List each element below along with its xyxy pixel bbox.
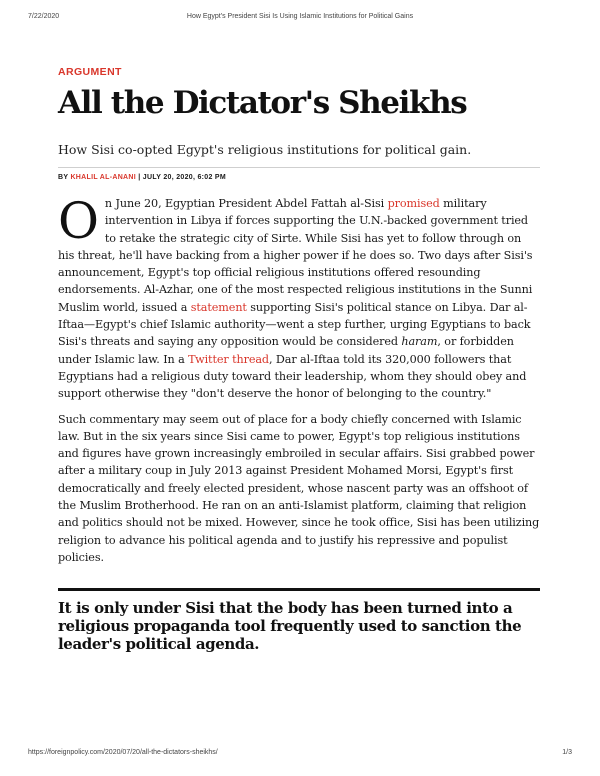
byline-prefix: BY	[58, 174, 71, 181]
italic-term: haram	[401, 335, 438, 349]
drop-cap: O	[58, 192, 99, 250]
paragraph-text: , Dar al-Iftaa told its 320,000 followers that Egyptians had a religious duty toward their leadership, whom they should obey and support otherwise they "don't deserve the honor of belonging to the country."	[58, 352, 527, 401]
byline-separator: |	[136, 174, 143, 181]
section-kicker[interactable]: ARGUMENT	[58, 66, 122, 78]
link-statement[interactable]: statement	[190, 300, 247, 314]
pull-quote: It is only under Sisi that the body has been turned into a religious propaganda tool frequently used to sanction the leader's political agenda.	[58, 588, 540, 653]
print-page-title: How Egypt's President Sisi Is Using Islamic Institutions for Political Gains	[186, 13, 414, 20]
paragraph-text: , or forbidden under Islamic law. In a	[58, 335, 514, 366]
article-dek: How Sisi co-opted Egypt's religious institutions for political gain.	[58, 142, 472, 157]
byline	[58, 174, 540, 181]
publish-date: JULY 20, 2020, 6:02 PM	[142, 174, 227, 181]
paragraph-text: supporting Sisi's political stance on Libya. Dar al-Iftaa—Egypt's chief Islamic authority—went a step further, urging Egyptians to back Sisi's threats and saying any opposition would be considered	[58, 300, 531, 349]
divider	[58, 167, 540, 168]
author-link[interactable]: KHALIL AL-ANANI	[70, 174, 137, 181]
page-number: 1/3	[562, 749, 572, 756]
paragraph-text: military intervention in Libya if forces supporting the U.N.-backed government tried to retake the strategic city of Sirte. While Sisi has yet to follow through on his threat, he'll have backing from a higher power if he does so. Two days after Sisi's announcement, Egypt's top official religious institutions offered resounding endorsements. Al-Azhar, one of the most respected religious institutions in the Sunni Muslim world, issued a	[58, 197, 533, 314]
article-headline: All the Dictator's Sheikhs	[58, 85, 467, 121]
paragraph-2: Such commentary may seem out of place for a body chiefly concerned with Islamic law. But in the six years since Sisi came to power, Egypt's top religious institutions and figures have grown increasingly embroiled in secular affairs. Sisi grabbed power after a military coup in July 2013 against President Mohamed Morsi, Egypt's first democratically and freely elected president, whose nascent party was an offshoot of the Muslim Brotherhood. He ran on an anti-Islamist platform, claiming that religion and politics should not be mixed. However, since he took office, Sisi has been utilizing religion to advance his political agenda and to justify his repressive and populist policies.	[58, 412, 540, 564]
link-twitter-thread[interactable]: Twitter thread	[188, 352, 269, 366]
link-promised[interactable]: promised	[387, 197, 440, 210]
paragraph-1	[58, 192, 540, 403]
print-date: 7/22/2020	[28, 13, 60, 20]
print-url: https://foreignpolicy.com/2020/07/20/all-the-dictators-sheikhs/	[28, 749, 218, 756]
article	[58, 64, 540, 653]
paragraph-text: n June 20, Egyptian President Abdel Fattah al-Sisi	[104, 197, 388, 210]
